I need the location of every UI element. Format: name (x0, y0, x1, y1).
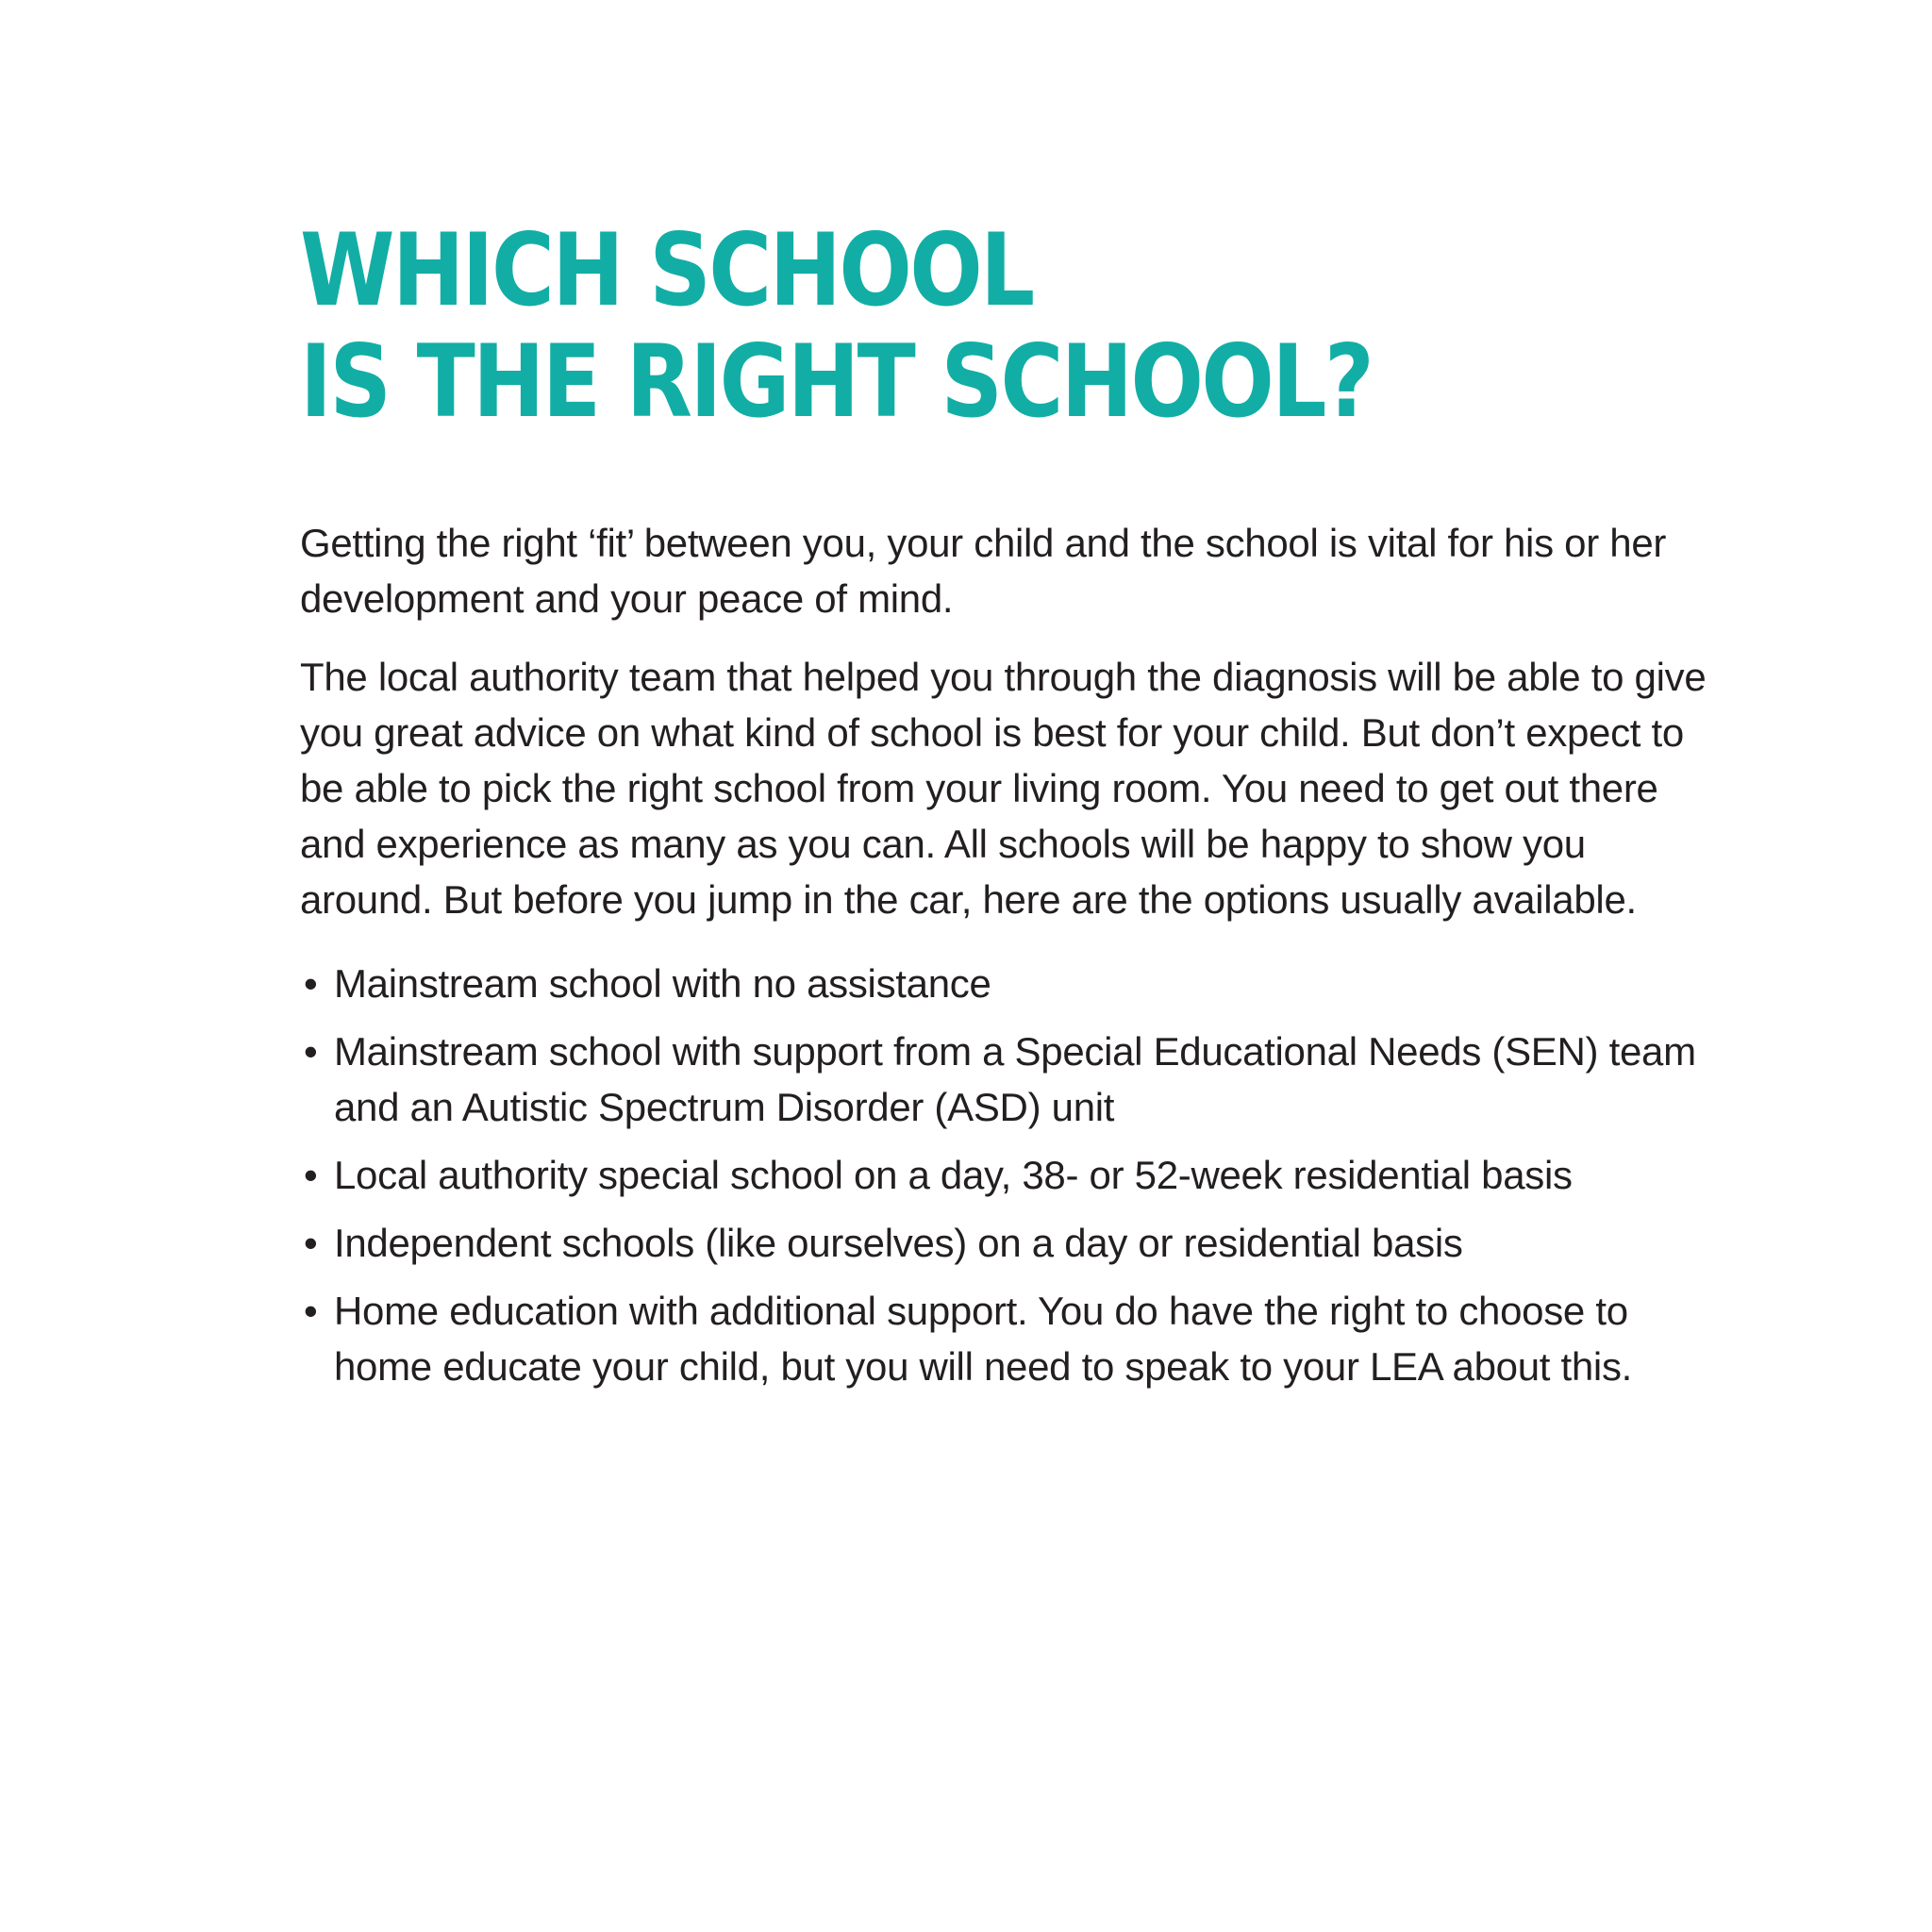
page-content (300, 212, 1715, 1407)
list-item-text: Home education with additional support. You do have the right to choose to home educate your child, but you will need to speak to your LEA about this. (334, 1289, 1633, 1389)
list-item (300, 1215, 1715, 1271)
list-item-text: Mainstream school with no assistance (334, 961, 991, 1006)
body-text (300, 515, 1715, 1394)
bullet-icon: • (304, 1029, 318, 1074)
list-item (300, 1147, 1715, 1203)
page-title-line-2: IS THE RIGHT SCHOOL? (300, 324, 1373, 440)
list-item (300, 956, 1715, 1011)
page-title (300, 212, 1517, 440)
bullet-icon: • (304, 1289, 318, 1333)
advice-paragraph: The local authority team that helped you through the diagnosis will be able to give you great advice on what kind of school is best for your child. But don’t expect to be able to pick the right school from your living room. You need to get out there and experience as many as you can. All schools will be happy to show you around. But before you jump in the car, here are the options usually available. (300, 655, 1707, 922)
bullet-icon: • (304, 1153, 318, 1197)
list-item (300, 1024, 1715, 1135)
page-title-line-1: WHICH SCHOOL (300, 212, 1033, 328)
intro-paragraph: Getting the right ‘fit’ between you, your child and the school is vital for his or her development and your peace of mind. (300, 521, 1667, 621)
list-item-text: Independent schools (like ourselves) on a day or residential basis (334, 1221, 1463, 1265)
bullet-icon: • (304, 961, 318, 1006)
bullet-icon: • (304, 1221, 318, 1265)
list-item-text: Local authority special school on a day, 38- or 52-week residential basis (334, 1153, 1573, 1197)
list-item (300, 1283, 1715, 1394)
list-item-text: Mainstream school with support from a Special Educational Needs (SEN) team and an Autistic Spectrum Disorder (ASD) unit (334, 1029, 1696, 1129)
school-options-list (300, 956, 1715, 1394)
